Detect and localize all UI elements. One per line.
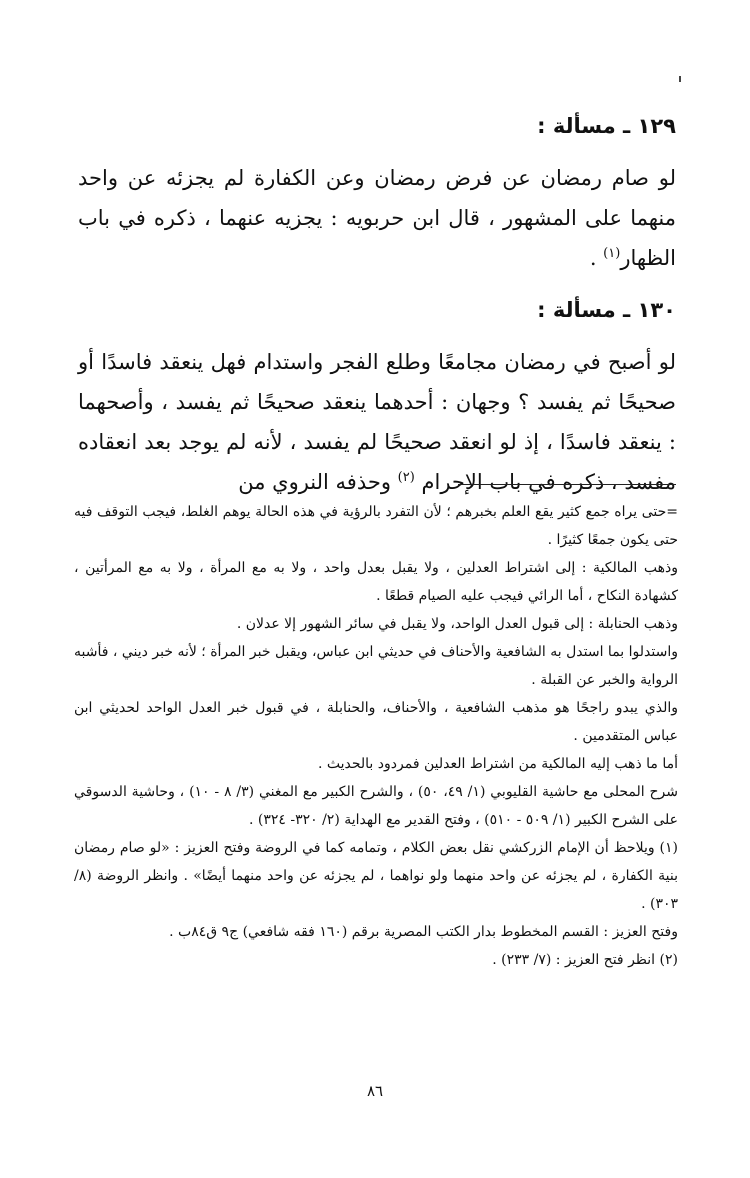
- issue-text-129-end: .: [589, 246, 604, 270]
- footnotes: [74, 498, 678, 974]
- margin-mark: [679, 76, 681, 82]
- footnote-line: واستدلوا بما استدل به الشافعية والأحناف في حديثي ابن عباس، ويقبل خبر المرأة ؛ لأنه خبر ديني ، فأشبه الرواية والخبر عن القبلة .: [74, 644, 678, 688]
- footnote-line: أما ما ذهب إليه المالكية من اشتراط العدلين فمردود بالحديث .: [317, 756, 678, 772]
- footnote-ref-2[interactable]: (٢): [397, 470, 415, 485]
- footnote-line: وفتح العزيز : القسم المخطوط بدار الكتب المصرية برقم (١٦٠ فقه شافعي) ج٩ ق٨٤ب .: [169, 924, 678, 940]
- issue-text-129: لو صام رمضان عن فرض رمضان وعن الكفارة لم يجزئه عن واحد منهما على المشهور ، قال ابن حربويه : يجزيه عنهما ، ذكره في باب الظهار: [78, 166, 676, 270]
- issue-paragraph-130: [78, 342, 676, 502]
- page-number: ٨٦: [366, 1082, 384, 1100]
- issue-text-130-end: وحذفه النروي من: [238, 470, 398, 494]
- footnote-2: (٢) انظر فتح العزيز : (٧/ ٢٣٣) .: [492, 952, 678, 968]
- issue-heading-130: ١٣٠ ـ مسألة :: [537, 298, 676, 322]
- footnote-1: (١) ويلاحظ أن الإمام الزركشي نقل بعض الكلام ، وتمامه كما في الروضة وفتح العزيز : «لو صام رمضان بنية الكفارة ، لم يجزئه عن واحد منهما ولو نواهما ، لم يجزئه عن واحد منهما أيضًا» . وانظر الروضة (٨/ ٣٠٣) .: [74, 840, 678, 912]
- issue-text-130: لو أصبح في رمضان مجامعًا وطلع الفجر واستدام فهل ينعقد فاسدًا أو صحيحًا ثم يفسد ؟ وجهان : أحدهما ينعقد صحيحًا ثم يفسد ، وأصحهما : ينعقد فاسدًا ، إذ لو انعقد صحيحًا لم يفسد ، لأنه لم يوجد بعد انعقاده مفسد ، ذكره في باب الإحرام: [78, 350, 676, 494]
- footnote-separator: [458, 484, 676, 485]
- issue-paragraph-129: [78, 158, 676, 278]
- footnote-line: والذي يبدو راجحًا هو مذهب الشافعية ، والأحناف، والحنابلة ، في قبول خبر العدل الواحد لحديثي ابن عباس المتقدمين .: [74, 700, 678, 744]
- issue-heading-129: ١٢٩ ـ مسألة :: [537, 114, 676, 138]
- footnote-line: وذهب الحنابلة : إلى قبول العدل الواحد، ولا يقبل في سائر الشهور إلا عدلان .: [236, 616, 678, 632]
- footnote-ref-1[interactable]: (١): [603, 246, 621, 261]
- main-text: [78, 108, 676, 514]
- footnote-line: =حتى يراه جمع كثير يقع العلم بخبرهم ؛ لأن التفرد بالرؤية في هذه الحالة يوهم الغلط، فيجب التوقف فيه حتى يكون جمعًا كثيرًا .: [74, 504, 678, 548]
- footnote-line: وذهب المالكية : إلى اشتراط العدلين ، ولا يقبل بعدل واحد ، ولا به مع المرأة ، ولا به مع المرأتين ، كشهادة النكاح ، أما الرائي فيجب عليه الصيام قطعًا .: [74, 560, 678, 604]
- footnote-line: شرح المحلى مع حاشية القليوبي (١/ ٤٩، ٥٠) ، والشرح الكبير مع المغني (٣/ ٨ - ١٠) ، وحاشية الدسوقي على الشرح الكبير (١/ ٥٠٩ - ٥١٠) ، وفتح القدير مع الهداية (٢/ ٣٢٠- ٣٢٤) .: [74, 784, 678, 828]
